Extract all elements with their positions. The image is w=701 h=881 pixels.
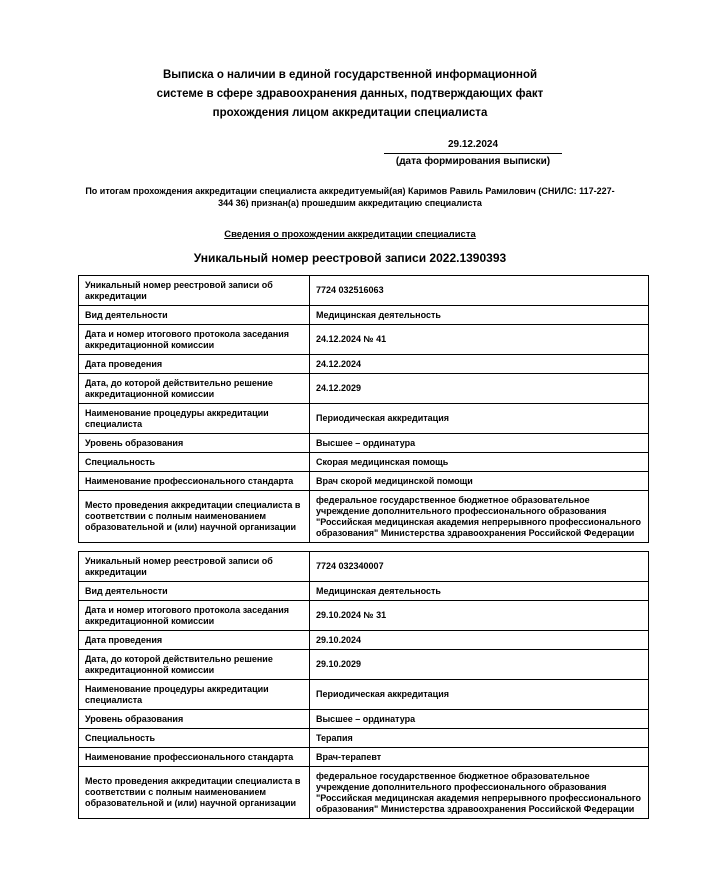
- table-row: [79, 325, 649, 355]
- row-label: Наименование процедуры аккредитации специалиста: [79, 680, 310, 710]
- accreditation-record-table: [78, 275, 649, 543]
- row-label: Дата, до которой действительно решение аккредитационной комиссии: [79, 650, 310, 680]
- table-row: [79, 472, 649, 491]
- row-label: Вид деятельности: [79, 306, 310, 325]
- section-heading: Сведения о прохождении аккредитации специалиста: [224, 229, 476, 240]
- table-row: [79, 680, 649, 710]
- row-value: Врач скорой медицинской помощи: [310, 472, 649, 491]
- row-value: 29.10.2024: [310, 631, 649, 650]
- row-label: Дата и номер итогового протокола заседания аккредитационной комиссии: [79, 601, 310, 631]
- row-value: Терапия: [310, 729, 649, 748]
- row-label: Наименование процедуры аккредитации специалиста: [79, 404, 310, 434]
- row-value: 29.10.2029: [310, 650, 649, 680]
- row-label: Дата, до которой действительно решение аккредитационной комиссии: [79, 374, 310, 404]
- row-label: Специальность: [79, 453, 310, 472]
- row-label: Вид деятельности: [79, 582, 310, 601]
- table-row: [79, 276, 649, 306]
- table-row: [79, 355, 649, 374]
- row-value: 24.12.2024: [310, 355, 649, 374]
- table-row: [79, 650, 649, 680]
- row-value: 29.10.2024 № 31: [310, 601, 649, 631]
- row-value: Периодическая аккредитация: [310, 680, 649, 710]
- row-label: Наименование профессионального стандарта: [79, 472, 310, 491]
- row-value: Периодическая аккредитация: [310, 404, 649, 434]
- row-value: 7724 032340007: [310, 552, 649, 582]
- row-label: Наименование профессионального стандарта: [79, 748, 310, 767]
- table-row: [79, 374, 649, 404]
- row-value: Медицинская деятельность: [310, 582, 649, 601]
- row-value: федеральное государственное бюджетное образовательное учреждение дополнительного профессионального образования "Российская медицинская академия непрерывного профессионального образования" Министерства здравоохранения Российской Федерации: [310, 491, 649, 543]
- row-label: Место проведения аккредитации специалиста в соответствии с полным наименованием образовательной и (или) научной организации: [79, 491, 310, 543]
- formation-date: 29.12.2024: [384, 139, 562, 154]
- intro-paragraph: По итогам прохождения аккредитации специалиста аккредитуемый(ая) Каримов Равиль Рамилович (СНИЛС: 117-227-344 36) признан(а) прошедшим аккредитацию специалиста: [85, 186, 615, 208]
- row-label: Дата проведения: [79, 355, 310, 374]
- table-row: [79, 631, 649, 650]
- table-row: [79, 491, 649, 543]
- table-row: [79, 710, 649, 729]
- table-row: [79, 306, 649, 325]
- accreditation-record-table: [78, 551, 649, 819]
- table-row: [79, 453, 649, 472]
- row-value: 24.12.2029: [310, 374, 649, 404]
- row-label: Уровень образования: [79, 710, 310, 729]
- row-value: федеральное государственное бюджетное образовательное учреждение дополнительного профессионального образования "Российская медицинская академия непрерывного профессионального образования" Министерства здравоохранения Российской Федерации: [310, 767, 649, 819]
- table-row: [79, 434, 649, 453]
- row-value: Медицинская деятельность: [310, 306, 649, 325]
- registry-number-heading: Уникальный номер реестровой записи 2022.1390393: [193, 251, 507, 265]
- accreditation-tables: [78, 275, 642, 819]
- table-row: [79, 729, 649, 748]
- table-row: [79, 601, 649, 631]
- row-value: Скорая медицинская помощь: [310, 453, 649, 472]
- row-label: Уникальный номер реестровой записи об аккредитации: [79, 552, 310, 582]
- row-label: Специальность: [79, 729, 310, 748]
- row-label: Место проведения аккредитации специалиста в соответствии с полным наименованием образовательной и (или) научной организации: [79, 767, 310, 819]
- row-value: 24.12.2024 № 41: [310, 325, 649, 355]
- table-row: [79, 767, 649, 819]
- formation-date-block: [384, 139, 562, 168]
- table-row: [79, 582, 649, 601]
- table-row: [79, 552, 649, 582]
- row-label: Уровень образования: [79, 434, 310, 453]
- row-label: Дата и номер итогового протокола заседания аккредитационной комиссии: [79, 325, 310, 355]
- row-label: Уникальный номер реестровой записи об аккредитации: [79, 276, 310, 306]
- table-row: [79, 748, 649, 767]
- formation-date-caption: (дата формирования выписки): [395, 156, 551, 167]
- document-title: Выписка о наличии в единой государственной информационной системе в сфере здравоохранения данных, подтверждающих факт прохождения лицом аккредитации специалиста: [156, 69, 544, 119]
- row-value: Врач-терапевт: [310, 748, 649, 767]
- row-value: Высшее – ординатура: [310, 434, 649, 453]
- row-value: 7724 032516063: [310, 276, 649, 306]
- row-value: Высшее – ординатура: [310, 710, 649, 729]
- row-label: Дата проведения: [79, 631, 310, 650]
- table-row: [79, 404, 649, 434]
